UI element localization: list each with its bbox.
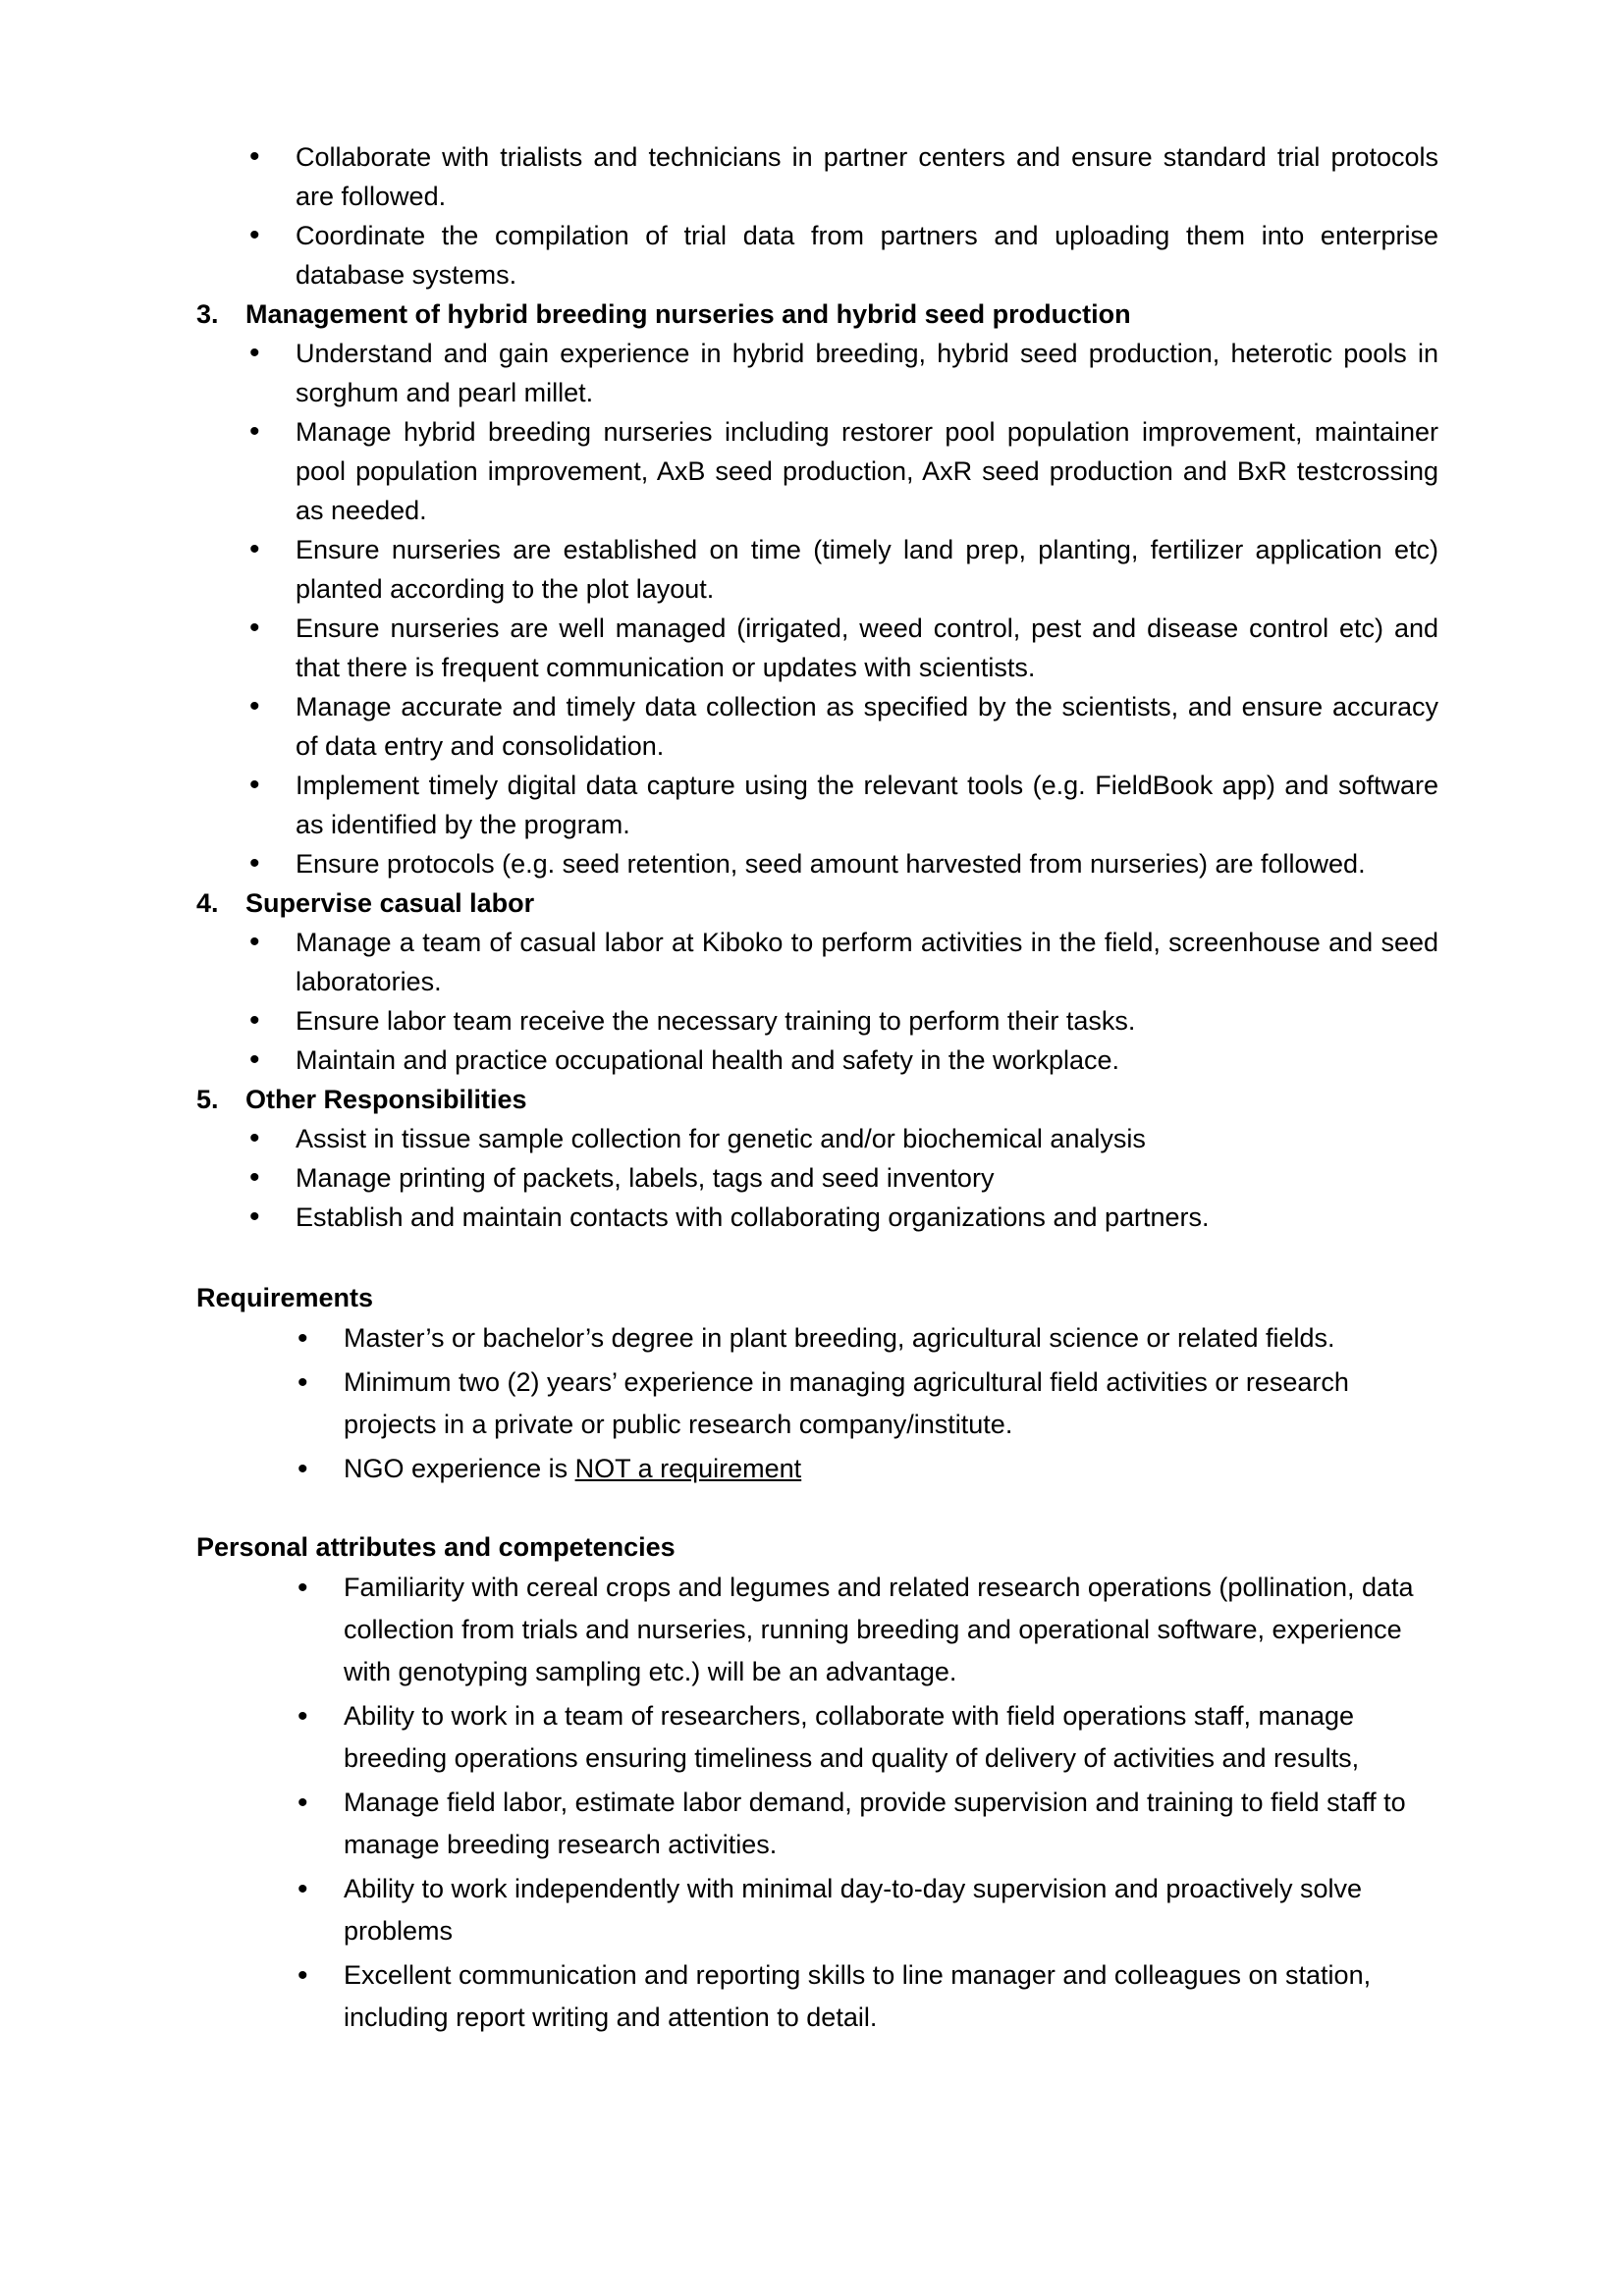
list-item: • Minimum two (2) years’ experience in managing agricultural field activities or research projects in a private or public research company/institute. <box>344 1362 1438 1446</box>
requirements-list <box>344 1317 1438 1490</box>
section-title: Supervise casual labor <box>245 888 535 918</box>
list-item: • Manage hybrid breeding nurseries including restorer pool population improvement, maintainer pool population improvement, AxB seed production, AxR seed production and BxR testcrossing as needed. <box>296 412 1438 530</box>
list-item: • Excellent communication and reporting skills to line manager and colleagues on station, including report writing and attention to detail. <box>344 1954 1438 2039</box>
document-body <box>196 137 1438 2041</box>
list-item: • Ability to work in a team of researchers, collaborate with field operations staff, manage breeding operations ensuring timeliness and quality of delivery of activities and results, <box>344 1695 1438 1780</box>
list-item: • Master’s or bachelor’s degree in plant breeding, agricultural science or related fields. <box>344 1317 1438 1360</box>
list-item: • Ensure nurseries are established on time (timely land prep, planting, fertilizer application etc) planted according to the plot layout. <box>296 530 1438 609</box>
list-item: • Ensure labor team receive the necessary training to perform their tasks. <box>296 1001 1438 1041</box>
section-title: Management of hybrid breeding nurseries and hybrid seed production <box>245 299 1131 329</box>
list-item: • Ability to work independently with minimal day-to-day supervision and proactively solve problems <box>344 1868 1438 1952</box>
list-item: • Familiarity with cereal crops and legumes and related research operations (pollination, data collection from trials and nurseries, running breeding and operational software, experience with genotyping sampling etc.) will be an advantage. <box>344 1567 1438 1693</box>
list-item <box>344 1448 1438 1490</box>
list-item: • Understand and gain experience in hybrid breeding, hybrid seed production, heterotic pools in sorghum and pearl millet. <box>296 334 1438 412</box>
section-3-heading <box>196 294 1438 334</box>
list-item: • Ensure protocols (e.g. seed retention, seed amount harvested from nurseries) are followed. <box>296 844 1438 883</box>
list-item: • Implement timely digital data capture using the relevant tools (e.g. FieldBook app) and software as identified by the program. <box>296 766 1438 844</box>
list-item: • Collaborate with trialists and technicians in partner centers and ensure standard trial protocols are followed. <box>296 137 1438 216</box>
section-number: 4. <box>196 888 219 918</box>
list-item: • Ensure nurseries are well managed (irrigated, weed control, pest and disease control etc) and that there is frequent communication or updates with scientists. <box>296 609 1438 687</box>
list-item: • Manage a team of casual labor at Kiboko to perform activities in the field, screenhouse and seed laboratories. <box>296 923 1438 1001</box>
section-3-list <box>296 334 1438 883</box>
competencies-heading: Personal attributes and competencies <box>196 1532 676 1562</box>
ngo-prefix: NGO experience is <box>344 1454 575 1483</box>
section-number: 3. <box>196 299 219 329</box>
section-5-heading <box>196 1080 1438 1119</box>
list-item: • Establish and maintain contacts with collaborating organizations and partners. <box>296 1198 1438 1237</box>
spacer <box>196 1492 1438 1527</box>
list-item: • Manage field labor, estimate labor demand, provide supervision and training to field staff to manage breeding research activities. <box>344 1782 1438 1866</box>
section-4-heading <box>196 883 1438 923</box>
competencies-list <box>344 1567 1438 2039</box>
list-item: • Manage printing of packets, labels, tags and seed inventory <box>296 1158 1438 1198</box>
section-2-continued-list <box>296 137 1438 294</box>
requirements-heading: Requirements <box>196 1283 374 1312</box>
section-title: Other Responsibilities <box>245 1085 527 1114</box>
list-item: • Coordinate the compilation of trial data from partners and uploading them into enterprise database systems. <box>296 216 1438 294</box>
ngo-underlined-text: NOT a requirement <box>574 1454 802 1483</box>
list-item: • Maintain and practice occupational health and safety in the workplace. <box>296 1041 1438 1080</box>
section-4-list <box>296 923 1438 1080</box>
section-5-list <box>296 1119 1438 1237</box>
spacer <box>196 1237 1438 1278</box>
list-item: • Manage accurate and timely data collection as specified by the scientists, and ensure accuracy of data entry and consolidation. <box>296 687 1438 766</box>
section-number: 5. <box>196 1085 219 1114</box>
list-item: • Assist in tissue sample collection for genetic and/or biochemical analysis <box>296 1119 1438 1158</box>
